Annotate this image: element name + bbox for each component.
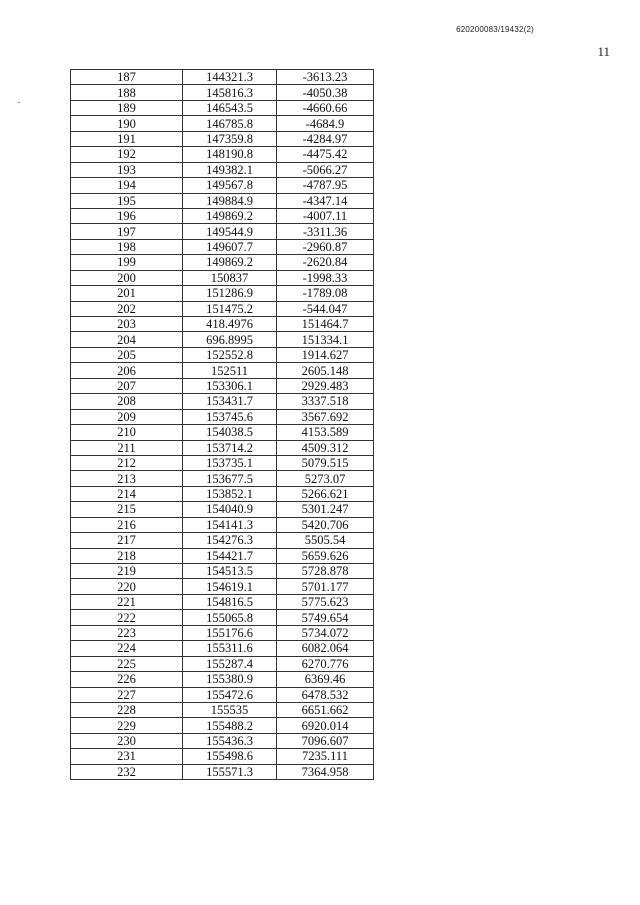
- x-value-cell: 155380.9: [183, 672, 277, 687]
- point-number-cell: 215: [71, 502, 183, 517]
- point-number-cell: 196: [71, 208, 183, 223]
- y-value-cell: 6651.662: [277, 702, 374, 717]
- y-value-cell: -544.047: [277, 301, 374, 316]
- x-value-cell: 152552.8: [183, 347, 277, 362]
- table-row: [71, 409, 374, 424]
- table-row: [71, 255, 374, 270]
- document-id: 620200083/19432(2): [456, 25, 534, 34]
- table-row: [71, 347, 374, 362]
- y-value-cell: -4284.97: [277, 131, 374, 146]
- point-number-cell: 216: [71, 517, 183, 532]
- x-value-cell: 154619.1: [183, 579, 277, 594]
- point-number-cell: 218: [71, 548, 183, 563]
- table-row: [71, 239, 374, 254]
- x-value-cell: 154276.3: [183, 533, 277, 548]
- y-value-cell: 3567.692: [277, 409, 374, 424]
- point-number-cell: 198: [71, 239, 183, 254]
- table-row: [71, 100, 374, 115]
- y-value-cell: -3613.23: [277, 70, 374, 85]
- point-number-cell: 222: [71, 610, 183, 625]
- point-number-cell: 210: [71, 425, 183, 440]
- point-number-cell: 232: [71, 764, 183, 779]
- x-value-cell: 155287.4: [183, 656, 277, 671]
- x-value-cell: 418.4976: [183, 317, 277, 332]
- x-value-cell: 155311.6: [183, 641, 277, 656]
- y-value-cell: 6082.064: [277, 641, 374, 656]
- x-value-cell: 155065.8: [183, 610, 277, 625]
- point-number-cell: 219: [71, 564, 183, 579]
- x-value-cell: 154141.3: [183, 517, 277, 532]
- x-value-cell: 148190.8: [183, 147, 277, 162]
- table-row: [71, 394, 374, 409]
- point-number-cell: 227: [71, 687, 183, 702]
- x-value-cell: 146785.8: [183, 116, 277, 131]
- table-row: [71, 425, 374, 440]
- x-value-cell: 145816.3: [183, 85, 277, 100]
- x-value-cell: 154040.9: [183, 502, 277, 517]
- table-row: [71, 178, 374, 193]
- table-row: [71, 70, 374, 85]
- table-row: [71, 517, 374, 532]
- y-value-cell: 151334.1: [277, 332, 374, 347]
- x-value-cell: 155488.2: [183, 718, 277, 733]
- point-number-cell: 213: [71, 471, 183, 486]
- x-value-cell: 149544.9: [183, 224, 277, 239]
- y-value-cell: 5701.177: [277, 579, 374, 594]
- point-number-cell: 220: [71, 579, 183, 594]
- point-number-cell: 193: [71, 162, 183, 177]
- table-row: [71, 224, 374, 239]
- table-row: [71, 656, 374, 671]
- y-value-cell: 6920.014: [277, 718, 374, 733]
- y-value-cell: 7364.958: [277, 764, 374, 779]
- y-value-cell: -2620.84: [277, 255, 374, 270]
- y-value-cell: 151464.7: [277, 317, 374, 332]
- y-value-cell: -5066.27: [277, 162, 374, 177]
- table-row: [71, 116, 374, 131]
- y-value-cell: 4509.312: [277, 440, 374, 455]
- y-value-cell: 7096.607: [277, 733, 374, 748]
- y-value-cell: 5420.706: [277, 517, 374, 532]
- x-value-cell: 155472.6: [183, 687, 277, 702]
- point-number-cell: 195: [71, 193, 183, 208]
- x-value-cell: 149884.9: [183, 193, 277, 208]
- point-number-cell: 225: [71, 656, 183, 671]
- x-value-cell: 149869.2: [183, 255, 277, 270]
- x-value-cell: 146543.5: [183, 100, 277, 115]
- point-number-cell: 197: [71, 224, 183, 239]
- y-value-cell: 2605.148: [277, 363, 374, 378]
- point-number-cell: 199: [71, 255, 183, 270]
- point-number-cell: 207: [71, 378, 183, 393]
- table-row: [71, 286, 374, 301]
- margin-speck: [18, 102, 20, 103]
- y-value-cell: 6270.776: [277, 656, 374, 671]
- table-row: [71, 579, 374, 594]
- table-row: [71, 193, 374, 208]
- table-row: [71, 610, 374, 625]
- y-value-cell: 6369.46: [277, 672, 374, 687]
- y-value-cell: -4660.66: [277, 100, 374, 115]
- x-value-cell: 155571.3: [183, 764, 277, 779]
- point-number-cell: 202: [71, 301, 183, 316]
- table-row: [71, 162, 374, 177]
- point-number-cell: 188: [71, 85, 183, 100]
- x-value-cell: 149567.8: [183, 178, 277, 193]
- y-value-cell: -4007.11: [277, 208, 374, 223]
- y-value-cell: 5273.07: [277, 471, 374, 486]
- x-value-cell: 153306.1: [183, 378, 277, 393]
- point-number-cell: 189: [71, 100, 183, 115]
- point-number-cell: 209: [71, 409, 183, 424]
- table-row: [71, 440, 374, 455]
- x-value-cell: 153852.1: [183, 486, 277, 501]
- y-value-cell: -3311.36: [277, 224, 374, 239]
- x-value-cell: 149869.2: [183, 208, 277, 223]
- x-value-cell: 151286.9: [183, 286, 277, 301]
- point-number-cell: 211: [71, 440, 183, 455]
- x-value-cell: 147359.8: [183, 131, 277, 146]
- y-value-cell: -4787.95: [277, 178, 374, 193]
- y-value-cell: -4347.14: [277, 193, 374, 208]
- table-row: [71, 85, 374, 100]
- y-value-cell: 5301.247: [277, 502, 374, 517]
- coordinate-table: [70, 69, 374, 780]
- table-row: [71, 641, 374, 656]
- point-number-cell: 190: [71, 116, 183, 131]
- x-value-cell: 153677.5: [183, 471, 277, 486]
- table-row: [71, 702, 374, 717]
- point-number-cell: 200: [71, 270, 183, 285]
- point-number-cell: 194: [71, 178, 183, 193]
- table-row: [71, 764, 374, 779]
- point-number-cell: 205: [71, 347, 183, 362]
- x-value-cell: 149382.1: [183, 162, 277, 177]
- point-number-cell: 206: [71, 363, 183, 378]
- y-value-cell: -2960.87: [277, 239, 374, 254]
- point-number-cell: 230: [71, 733, 183, 748]
- table-row: [71, 502, 374, 517]
- y-value-cell: -4475.42: [277, 147, 374, 162]
- x-value-cell: 155436.3: [183, 733, 277, 748]
- x-value-cell: 153431.7: [183, 394, 277, 409]
- x-value-cell: 155535: [183, 702, 277, 717]
- point-number-cell: 214: [71, 486, 183, 501]
- x-value-cell: 149607.7: [183, 239, 277, 254]
- y-value-cell: 5266.621: [277, 486, 374, 501]
- y-value-cell: -4050.38: [277, 85, 374, 100]
- x-value-cell: 154038.5: [183, 425, 277, 440]
- table-row: [71, 486, 374, 501]
- point-number-cell: 228: [71, 702, 183, 717]
- x-value-cell: 153714.2: [183, 440, 277, 455]
- table-row: [71, 317, 374, 332]
- table-row: [71, 147, 374, 162]
- table-row: [71, 378, 374, 393]
- table-row: [71, 672, 374, 687]
- point-number-cell: 231: [71, 749, 183, 764]
- x-value-cell: 696.8995: [183, 332, 277, 347]
- x-value-cell: 152511: [183, 363, 277, 378]
- point-number-cell: 217: [71, 533, 183, 548]
- y-value-cell: 5749.654: [277, 610, 374, 625]
- y-value-cell: 2929.483: [277, 378, 374, 393]
- point-number-cell: 204: [71, 332, 183, 347]
- point-number-cell: 208: [71, 394, 183, 409]
- y-value-cell: 4153.589: [277, 425, 374, 440]
- y-value-cell: 5775.623: [277, 594, 374, 609]
- table-row: [71, 687, 374, 702]
- point-number-cell: 212: [71, 455, 183, 470]
- table-row: [71, 733, 374, 748]
- x-value-cell: 155176.6: [183, 625, 277, 640]
- point-number-cell: 224: [71, 641, 183, 656]
- point-number-cell: 191: [71, 131, 183, 146]
- table-row: [71, 718, 374, 733]
- table-row: [71, 594, 374, 609]
- table-row: [71, 471, 374, 486]
- page-number: 11: [597, 44, 610, 59]
- y-value-cell: 5505.54: [277, 533, 374, 548]
- x-value-cell: 154421.7: [183, 548, 277, 563]
- x-value-cell: 150837: [183, 270, 277, 285]
- y-value-cell: -1998.33: [277, 270, 374, 285]
- point-number-cell: 192: [71, 147, 183, 162]
- table-row: [71, 455, 374, 470]
- point-number-cell: 223: [71, 625, 183, 640]
- point-number-cell: 201: [71, 286, 183, 301]
- table-row: [71, 301, 374, 316]
- x-value-cell: 153745.6: [183, 409, 277, 424]
- table-row: [71, 131, 374, 146]
- y-value-cell: -4684.9: [277, 116, 374, 131]
- y-value-cell: 7235.111: [277, 749, 374, 764]
- point-number-cell: 187: [71, 70, 183, 85]
- y-value-cell: -1789.08: [277, 286, 374, 301]
- table-row: [71, 270, 374, 285]
- x-value-cell: 154513.5: [183, 564, 277, 579]
- x-value-cell: 153735.1: [183, 455, 277, 470]
- y-value-cell: 5728.878: [277, 564, 374, 579]
- table-row: [71, 208, 374, 223]
- y-value-cell: 6478.532: [277, 687, 374, 702]
- x-value-cell: 144321.3: [183, 70, 277, 85]
- x-value-cell: 155498.6: [183, 749, 277, 764]
- point-number-cell: 226: [71, 672, 183, 687]
- point-number-cell: 221: [71, 594, 183, 609]
- table-row: [71, 548, 374, 563]
- table-row: [71, 625, 374, 640]
- point-number-cell: 229: [71, 718, 183, 733]
- point-number-cell: 203: [71, 317, 183, 332]
- y-value-cell: 5734.072: [277, 625, 374, 640]
- table-row: [71, 363, 374, 378]
- y-value-cell: 5079.515: [277, 455, 374, 470]
- y-value-cell: 5659.626: [277, 548, 374, 563]
- table-row: [71, 564, 374, 579]
- table-body: [71, 70, 374, 780]
- y-value-cell: 1914.627: [277, 347, 374, 362]
- table-row: [71, 332, 374, 347]
- x-value-cell: 154816.5: [183, 594, 277, 609]
- y-value-cell: 3337.518: [277, 394, 374, 409]
- x-value-cell: 151475.2: [183, 301, 277, 316]
- table-row: [71, 533, 374, 548]
- table-row: [71, 749, 374, 764]
